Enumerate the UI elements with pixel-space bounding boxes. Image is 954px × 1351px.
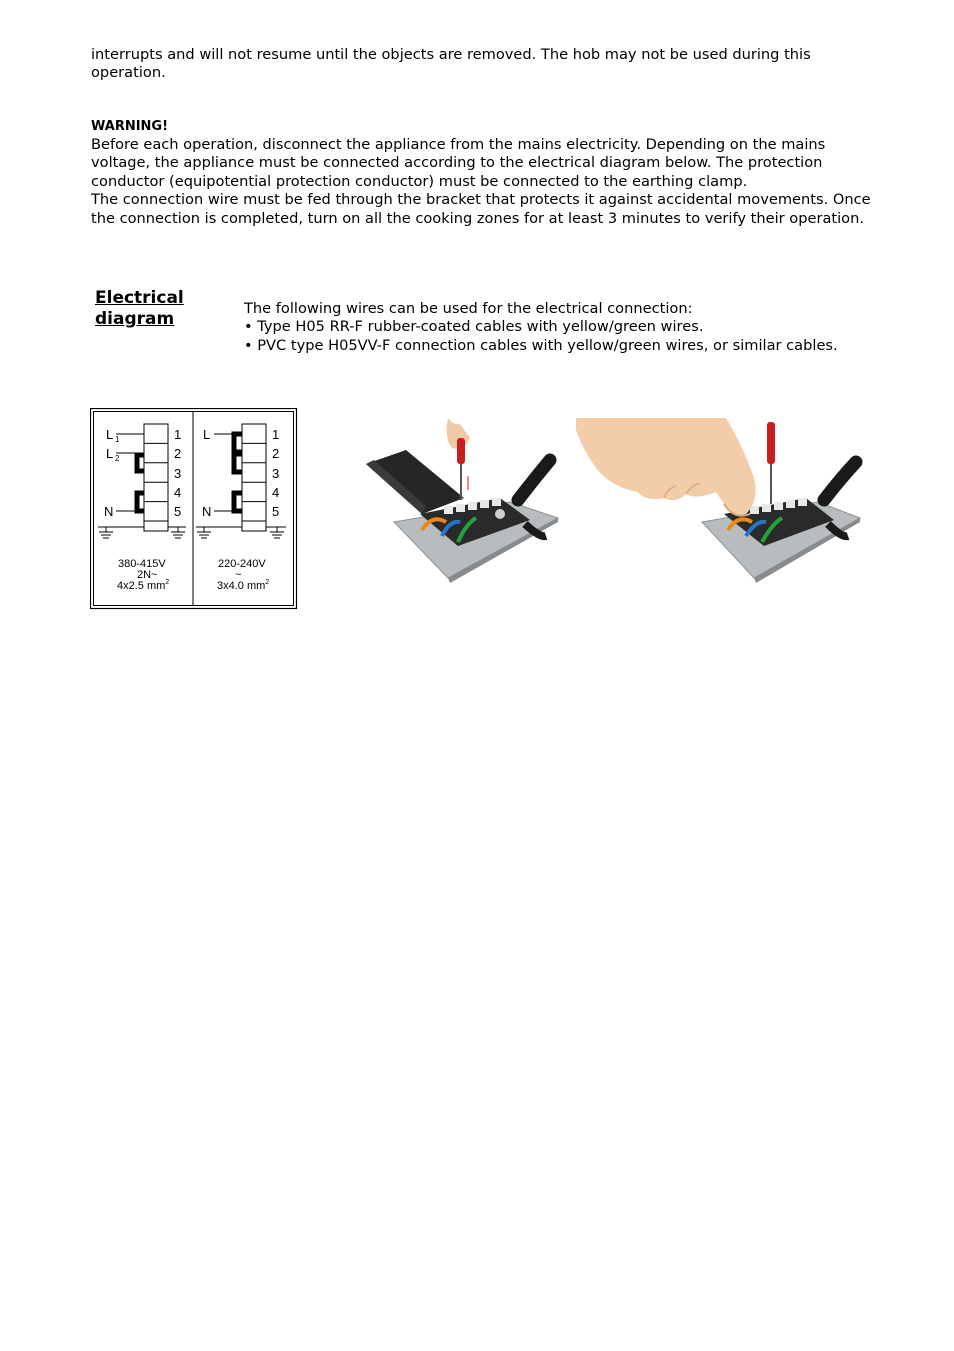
section-right-base: 3x4.0 mm: [217, 580, 266, 592]
terminal-number: 2: [272, 446, 280, 461]
title-line-1: Electrical: [95, 288, 184, 308]
wire-types: [244, 300, 864, 355]
terminal-block-photo-hand: [576, 418, 866, 588]
terminal-block-photo-screwdriver: [360, 418, 560, 588]
voltage-left: 380-415V: [118, 558, 166, 570]
terminal-number: 1: [272, 427, 280, 442]
section-right-sup: 2: [265, 579, 270, 586]
label-l1-sub: 1: [115, 435, 120, 444]
terminal-block-left: [144, 424, 168, 521]
label-l1: L: [106, 427, 114, 442]
label-n-right: N: [202, 504, 212, 519]
wire-intro: The following wires can be used for the electrical connection:: [244, 300, 693, 317]
terminal-number: 1: [174, 427, 182, 442]
terminal-number: 3: [272, 466, 280, 481]
hand: [576, 418, 756, 516]
label-n-left: N: [104, 504, 114, 519]
section-left-base: 4x2.5 mm: [117, 580, 166, 592]
wire-bullet-1: • Type H05 RR-F rubber-coated cables with yellow/green wires.: [244, 318, 704, 336]
wire-bullet-2: • PVC type H05VV-F connection cables with yellow/green wires, or similar cables.: [244, 336, 838, 354]
label-l2: L: [106, 446, 114, 461]
warning-body: [91, 136, 871, 228]
section-right: [217, 579, 269, 592]
warning-heading: WARNING!: [91, 119, 169, 134]
section-left: [117, 579, 169, 592]
screwdriver: [767, 422, 775, 504]
terminal-number: 4: [272, 485, 280, 500]
terminal-number: 4: [174, 485, 182, 500]
terminal-block-right: [242, 424, 266, 521]
section-left-sup: 2: [165, 579, 170, 586]
terminal-number: 3: [174, 466, 182, 481]
phase-left: 2N~: [137, 569, 158, 581]
phase-right: ~: [235, 569, 242, 581]
warning-paragraph-2: The connection wire must be fed through the bracket that protects it against accidental movements. Once the connection is completed, turn on all the cooking zones for at least 3 minutes to verify their operation.: [91, 191, 871, 227]
electrical-diagram-title: [95, 288, 184, 330]
intro-paragraph: interrupts and will not resume until the objects are removed. The hob may not be used during this operation.: [91, 46, 811, 82]
title-line-2: diagram: [95, 309, 175, 329]
terminal-number: 2: [174, 446, 182, 461]
label-l-right: L: [203, 427, 211, 442]
terminal-number: 5: [174, 504, 182, 519]
terminal-number: 5: [272, 504, 280, 519]
wiring-diagram: [90, 408, 298, 610]
voltage-right: 220-240V: [218, 558, 266, 570]
label-l2-sub: 2: [115, 454, 120, 463]
warning-paragraph-1: Before each operation, disconnect the appliance from the mains electricity. Depending on the mains voltage, the appliance must be connected according to the electrical diagram below. The protection conductor (equipotential protection conductor) must be connected to the earthing clamp.: [91, 136, 826, 190]
